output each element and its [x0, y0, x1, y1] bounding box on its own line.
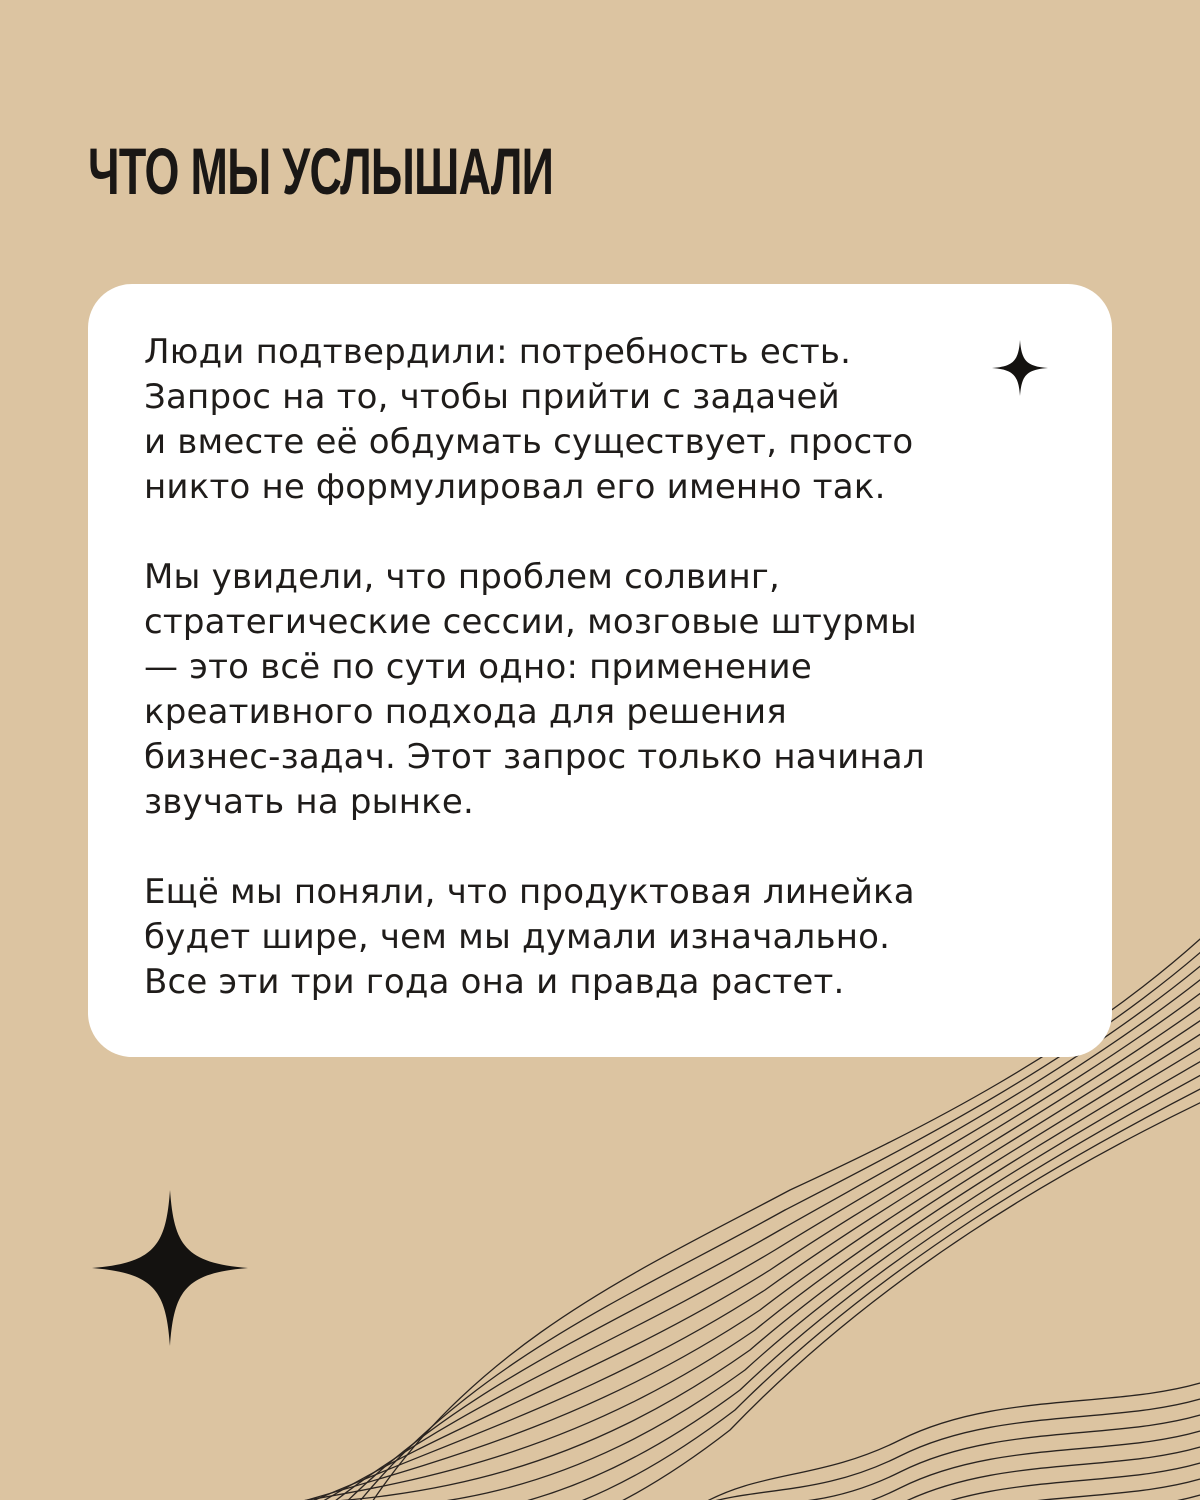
text-line: Все эти три года она и правда растет. [144, 962, 845, 1002]
sparkle-star-icon [992, 340, 1048, 396]
text-line: будет шире, чем мы думали изначально. [144, 917, 891, 957]
content-card [88, 284, 1112, 1057]
wave-line [700, 1396, 1200, 1500]
wave-line [210, 1098, 1200, 1500]
wave-line [237, 1070, 1200, 1500]
wave-line [317, 986, 1200, 1500]
wave-line [700, 1460, 1200, 1500]
text-line: — это всё по сути одно: применение [144, 647, 812, 687]
wave-line [277, 1028, 1200, 1500]
text-line: стратегические сессии, мозговые штурмы [144, 602, 917, 642]
text-line: Люди подтвердили: потребность есть. [144, 332, 852, 372]
wave-line [700, 1380, 1200, 1500]
wave-line [700, 1412, 1200, 1500]
text-line: бизнес-задач. Этот запрос только начинал [144, 737, 925, 777]
text-line: и вместе её обдумать существует, просто [144, 422, 914, 462]
paragraph-1 [144, 330, 1052, 510]
wave-line [263, 1042, 1200, 1500]
wave-line [700, 1428, 1200, 1500]
text-line: креативного подхода для решения [144, 692, 787, 732]
wave-line [223, 1084, 1200, 1500]
text-line: звучать на рынке. [144, 782, 475, 822]
text-line: никто не формулировал его именно так. [144, 467, 886, 507]
text-line: Запрос на то, чтобы прийти с задачей [144, 377, 840, 417]
sparkle-star-large-icon [92, 1190, 248, 1346]
text-line: Ещё мы поняли, что продуктовая линейка [144, 872, 915, 912]
text-line: Мы увидели, что проблем солвинг, [144, 557, 780, 597]
wave-line [700, 1444, 1200, 1500]
wave-line [700, 1476, 1200, 1500]
wave-line [303, 1000, 1200, 1500]
page-title: ЧТО МЫ УСЛЫШАЛИ [88, 134, 554, 208]
wave-line [250, 1056, 1200, 1500]
paragraph-3 [144, 870, 1052, 1005]
wave-line [700, 1492, 1200, 1500]
paragraph-2 [144, 555, 1052, 825]
wave-line [290, 1014, 1200, 1500]
